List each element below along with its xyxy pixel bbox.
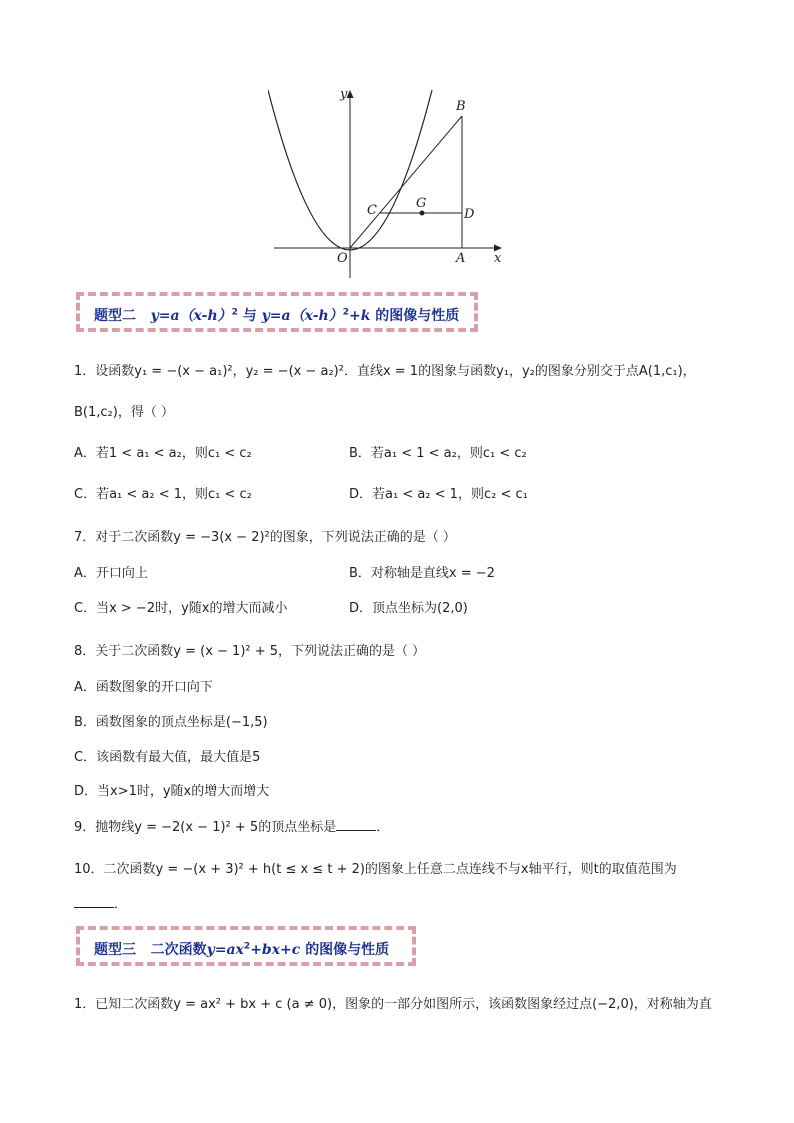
y-axis-arrow [347,90,354,98]
section3-prefix: 题型三 [94,942,136,958]
q1-line2: B(1,c₂)，得（ ） [74,405,174,420]
q10-end: ． [114,897,128,912]
title-part: 二次函数 [150,942,207,958]
label-A: A [456,251,466,266]
q8-option-a[interactable]: A．函数图象的开口向下 [74,680,213,695]
q8-stem: 8．关于二次函数y = (x − 1)² + 5，下列说法正确的是（ ） [74,644,426,659]
section2-title [94,305,459,325]
title-part: +bx+c [250,942,301,958]
s3-q1-line1: 1．已知二次函数y = ax² + bx + c (a ≠ 0)，图象的一部分如图所示，该函数图象经过点(−2,0)，对称轴为直 [74,997,712,1012]
q10-line2 [74,893,127,912]
q7-option-b[interactable]: B．对称轴是直线x = −2 [349,566,495,581]
section2-header [76,292,478,332]
label-y-axis: y [340,87,348,102]
title-part: y=ax [206,942,244,958]
title-part: 的图像与性质 [305,942,390,958]
q7-option-a[interactable]: A．开口向上 [74,566,148,581]
q10-line1: 10．二次函数y = −(x + 3)² + h(t ≤ x ≤ t + 2)的图象上任意二点连线不与x轴平行，则t的取值范围为 [74,862,677,877]
q9-stem: 9．抛物线y = −2(x − 1)² + 5的顶点坐标是 [74,820,337,835]
q7-option-c[interactable]: C．当x > −2时，y随x的增大而减小 [74,601,288,616]
parabola-figure [268,80,508,280]
q7-option-d[interactable]: D．顶点坐标为(2,0) [349,601,468,616]
label-x-axis: x [494,251,502,266]
q1-option-d[interactable]: D．若a₁ < a₂ < 1，则c₂ < c₁ [349,487,528,502]
q8-option-c[interactable]: C．该函数有最大值，最大值是5 [74,750,261,765]
title-sup: 2 [231,307,238,318]
title-part: 的图像与性质 [375,308,460,324]
title-part: 与 [242,308,257,324]
q9-end: ． [376,820,390,835]
q1-option-a[interactable]: A．若1 < a₁ < a₂，则c₁ < c₂ [74,446,252,461]
q8-option-b[interactable]: B．函数图象的顶点坐标是(−1,5) [74,715,268,730]
section3-title [94,939,389,959]
q8-option-d[interactable]: D．当x>1时，y随x的增大而增大 [74,784,270,799]
segment-OB [350,116,462,248]
q7-stem: 7．对于二次函数y = −3(x − 2)²的图象，下列说法正确的是（ ） [74,530,456,545]
section2-prefix: 题型二 [94,308,136,324]
label-origin: O [337,251,348,266]
q9 [74,816,389,835]
title-sup: 2 [342,307,349,318]
section3-header [76,926,416,966]
q9-answer-blank[interactable] [336,818,376,831]
q1-option-b[interactable]: B．若a₁ < 1 < a₂，则c₁ < c₂ [349,446,527,461]
title-part: y=a（x-h） [150,308,232,324]
q10-answer-blank[interactable] [74,895,114,908]
title-part: +k [348,308,371,324]
title-part: y=a（x-h） [261,308,343,324]
label-B: B [456,99,466,114]
label-G: G [416,196,427,211]
label-C: C [367,203,377,218]
q1-line1: 1．设函数y₁ = −(x − a₁)²，y₂ = −(x − a₂)²．直线x = 1的图象与函数y₁，y₂的图象分别交于点A(1,c₁)， [74,364,696,379]
title-sup: 2 [243,941,251,952]
point-G [420,211,425,216]
q1-option-c[interactable]: C．若a₁ < a₂ < 1，则c₁ < c₂ [74,487,252,502]
label-D: D [464,207,475,222]
